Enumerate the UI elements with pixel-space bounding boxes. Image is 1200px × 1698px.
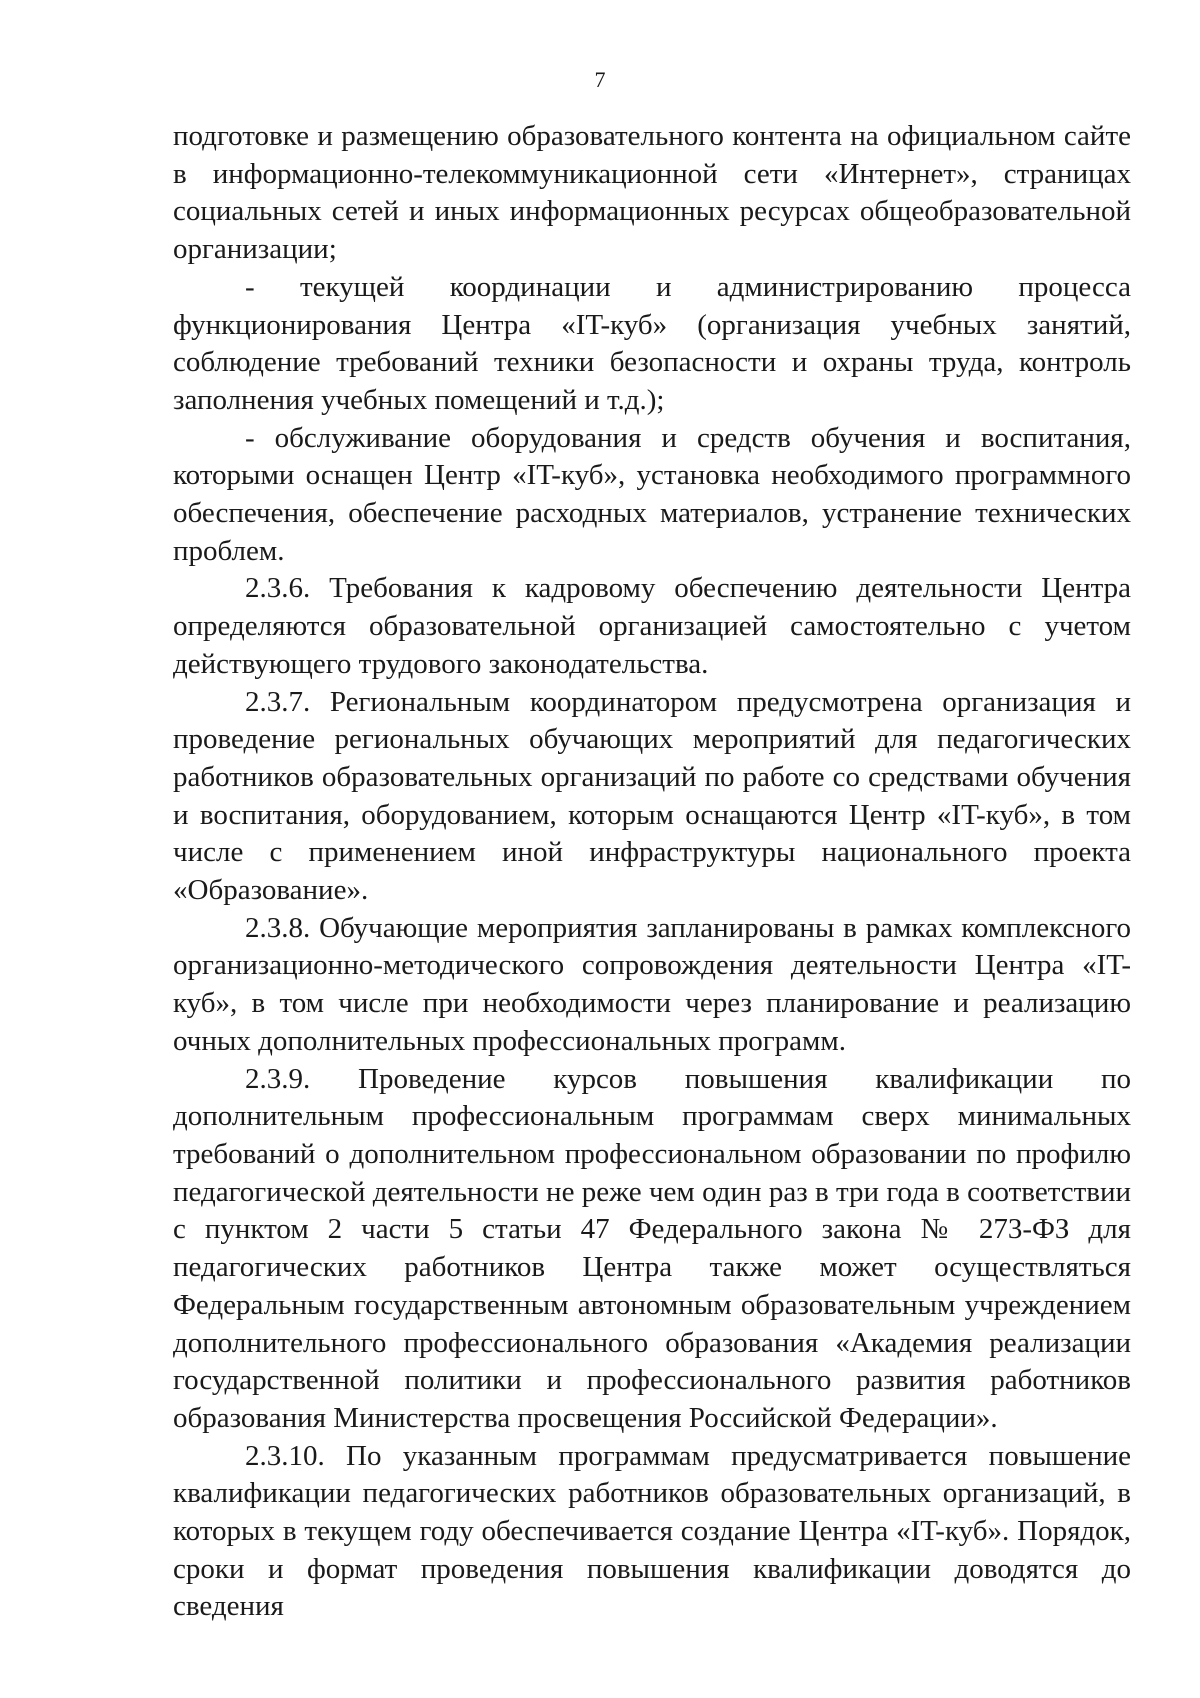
paragraph-equipment-item: - обслуживание оборудования и средств обучения и воспитания, которыми оснащен Центр «IT-куб», установка необходимого программного обеспечения, обеспечение расходных материалов, устранение технических проблем. (173, 421, 1131, 567)
paragraph-2-3-7: 2.3.7. Региональным координатором предусмотрена организация и проведение региональных обучающих мероприятий для педагогических работников образовательных организаций по работе со средствами обучения и воспитания, оборудованием, которым оснащаются Центр «IT-куб», в том числе с применением иной инфраструктуры национального проекта «Образование». (173, 685, 1131, 907)
paragraph-2-3-8: 2.3.8. Обучающие мероприятия запланированы в рамках комплексного организационно-методического сопровождения деятельности Центра «IT-куб», в том числе при необходимости через планирование и реализацию очных дополнительных профессиональных программ. (173, 911, 1131, 1057)
paragraph-2-3-9: 2.3.9. Проведение курсов повышения квалификации по дополнительным профессиональным программам сверх минимальных требований о дополнительном профессиональном образовании по профилю педагогической деятельности не реже чем один раз в три года в соответствии с пунктом 2 части 5 статьи 47 Федерального закона № 273-ФЗ для педагогических работников Центра также может осуществляться Федеральным государственным автономным образовательным учреждением дополнительного профессионального образования «Академия реализации государственной политики и профессионального развития работников образования Министерства просвещения Российской Федерации». (173, 1062, 1131, 1434)
paragraph-coordination-item: - текущей координации и администрированию процесса функционирования Центра «IT-куб» (организация учебных занятий, соблюдение требований техники безопасности и охраны труда, контроль заполнения учебных помещений и т.д.); (173, 270, 1131, 416)
paragraph-2-3-10: 2.3.10. По указанным программам предусматривается повышение квалификации педагогических работников образовательных организаций, в которых в текущем году обеспечивается создание Центра «IT-куб». Порядок, сроки и формат проведения повышения квалификации доводятся до сведения (173, 1439, 1131, 1623)
paragraph-content-placement: подготовке и размещению образовательного контента на официальном сайте в информационно-телекоммуникационной сети «Интернет», страницах социальных сетей и иных информационных ресурсах общеобразовательной организации; (173, 120, 1131, 266)
page-number: 7 (594, 67, 606, 92)
paragraph-2-3-6: 2.3.6. Требования к кадровому обеспечению деятельности Центра определяются образовательной организацией самостоятельно с учетом действующего трудового законодательства. (173, 572, 1131, 680)
document-body (173, 118, 1131, 1626)
